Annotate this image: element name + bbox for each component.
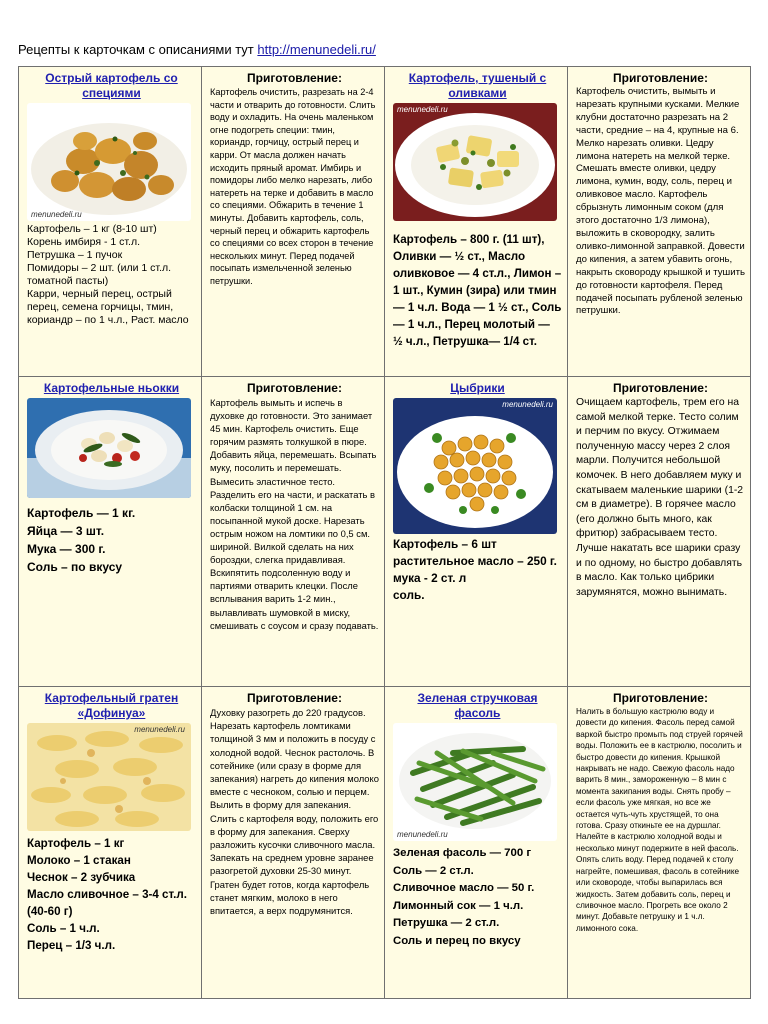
recipe-card-gratin	[19, 687, 202, 999]
header-text: Рецепты к карточкам с описаниями тут	[18, 42, 258, 57]
preparation-text: Духовку разогреть до 220 градусов. Нарезать картофель ломтиками толщиной 3 мм и положить в посуду с холодной водой. Чеснок растолочь. В сотейнике (или сразу в форме для запекания) нагреть до кипения молоко вместе с чесноком, солью и перцем. Вылить в форму для запекания. Слить с картофеля воду, положить его в форму для запекания. Сверху разложить кусочки сливочного масла. Запекать на среднем уровне заранее разогретой духовки 25-30 минут. Гратен будет готов, когда картофель станет мягким, молоко в него впитается, а верх подрумянится.	[210, 707, 379, 917]
recipe-card-gnocchi	[19, 377, 202, 687]
ingredients: Картофель – 800 г. (11 шт), Оливки — ½ ст., Масло оливковое — 4 ст.л., Лимон – 1 шт., Кумин (зира) или тмин— 1 ч.л. Вода — 1 ½ ст., Соль — 1 ч.л., Перец молотый — ½ ч.л., Петрушка— 1/4 ст.	[393, 233, 562, 348]
preparation-text: Налить в большую кастрюлю воду и довести до кипения. Фасоль перед самой варкой быстро промыть под струей горячей воды. Положить ее в кастрюлю, посолить и быстро довести до кипения. Крышкой накрывать не надо. Свежую фасоль надо варить 8 мин., замороженную – 8 мин с момента закипания воды. Снять пробу – если фасоль уже мягкая, но все же остается чуть-чуть хрустящей, то она готова. Сразу откиньте ее на дуршлаг. Налейте в кастрюлю холодной воды и несколько минут подержите в ней фасоль. Опять слить воду. Перед подачей к столу нагрейте, помешивая, фасоль в сотейнике или сковороде, чтобы выпарилась вся жидкость. Затем добавить соль, перец и сливочное масло. Прогреть все около 2 минут. Добавьте петрушку и 1 ч.л. лимонного сока.	[576, 707, 743, 933]
site-link[interactable]: http://menunedeli.ru/	[257, 42, 376, 57]
stewed-potatoes-olives-photo	[393, 103, 557, 221]
preparation-heading: Приготовление:	[613, 691, 708, 705]
preparation-text: Картофель очистить, разрезать на 2-4 части и отварить до готовности. Слить воду и охладить. На очень маленьком огне подогреть специи: тмин, кориандр, горчицу, острый перец и карри. От масла должен начать исходить пряный аромат. Имбирь и помидоры либо мелко нарезать, либо натереть на терке и добавить в масло со специями. Обжарить в течение 1 минуты. Добавить картофель, соль, черный перец и обжарить картофель со специями со всех сторон в течение нескольких минут. Перед подачей посыпать измельченной зеленью петрушки.	[210, 87, 376, 286]
ingredients: Картофель – 6 шт растительное масло – 250 г. мука - 2 ст. л соль.	[393, 537, 557, 602]
gratin-photo	[27, 723, 191, 831]
preparation-cell	[202, 687, 385, 999]
ingredients: Картофель — 1 кг. Яйца — 3 шт. Мука — 300 г. Соль – по вкусу	[27, 506, 136, 574]
recipe-title-link[interactable]: Острый картофель со специями	[45, 71, 178, 100]
spicy-potatoes-photo	[27, 103, 191, 221]
ingredients: Зеленая фасоль — 700 г Соль — 2 ст.л. Сливочное масло — 50 г. Лимонный сок — 1 ч.л. Петрушка — 2 ст.л. Соль и перец по вкусу	[393, 847, 535, 947]
watermark: menunedeli.ru	[502, 400, 553, 409]
preparation-heading: Приготовление:	[247, 381, 342, 395]
watermark: menunedeli.ru	[397, 830, 448, 839]
preparation-text: Очищаем картофель, трем его на самой мелкой терке. Тесто солим и перчим по вкусу. Отжимаем полученную массу через 2 слоя марли. Получится небольшой комочек. В него добавляем муку и скатываем маленькие шарики (1-2 см в диаметре). В горячее масло (его должно быть много, как фритюр) забрасываем тесто. Лучше накатать все шарики сразу и по одному, но быстро добавлять в масло. Как только цибрики зарумянятся, можно вынимать.	[576, 397, 744, 598]
recipe-card-green-beans	[385, 687, 568, 999]
watermark: menunedeli.ru	[397, 105, 448, 114]
preparation-cell	[568, 687, 751, 999]
preparation-heading: Приготовление:	[247, 691, 342, 705]
preparation-text: Картофель вымыть и испечь в духовке до готовности. Это занимает 45 мин. Картофель очистить. Еще горячим размять толкушкой в пюре. Добавить яйца, перемешать. Всыпать муку, посолить и перемешать. Вымесить эластичное тесто. Разделить его на части, и раскатать в колбаски толщиной 1 см. на посыпанной мукой доске. Нарезать острым ножом на ломтики по 0,5 см. шириной. Вилкой сделать на них бороздки, слегка придавливая. Вскипятить подсоленную воду и партиями отварить клецки. После всплывания варить 1-2 мин., вылавливать шумовкой в миску, смешивать с соусом и сразу подавать.	[210, 397, 379, 631]
watermark: menunedeli.ru	[134, 725, 185, 734]
preparation-cell	[202, 377, 385, 687]
preparation-cell	[568, 377, 751, 687]
preparation-cell	[202, 67, 385, 377]
recipe-title-link[interactable]: Зеленая стручковая фасоль	[417, 691, 538, 720]
page-header	[18, 42, 376, 57]
watermark: menunedeli.ru	[31, 210, 82, 219]
preparation-heading: Приготовление:	[247, 71, 342, 85]
recipe-title-link[interactable]: Картофельный гратен «Дофинуа»	[44, 691, 179, 720]
recipe-title-link[interactable]: Картофельные ньокки	[43, 381, 180, 395]
ingredients: Картофель – 1 кг (8-10 шт) Корень имбиря - 1 ст.л. Петрушка – 1 пучок Помидоры – 2 шт. (или 1 ст.л. томатной пасты) Карри, черный перец, острый перец, семена горчицы, тмин, кориандр – по 1 ч.л., Раст. масло	[27, 223, 189, 326]
recipe-card-tsybriki	[385, 377, 568, 687]
recipe-title-link[interactable]: Цыбрики	[450, 381, 505, 395]
recipe-card-spicy-potatoes	[19, 67, 202, 377]
recipe-grid	[18, 66, 751, 999]
gnocchi-photo	[27, 398, 191, 498]
preparation-heading: Приготовление:	[613, 71, 708, 85]
preparation-heading: Приготовление:	[613, 381, 708, 395]
preparation-cell	[568, 67, 751, 377]
recipe-title-link[interactable]: Картофель, тушеный с оливками	[408, 71, 547, 100]
tsybriki-photo	[393, 398, 557, 534]
recipe-card-stewed-potatoes	[385, 67, 568, 377]
green-beans-photo	[393, 723, 557, 841]
preparation-text: Картофель очистить, вымыть и нарезать крупными кусками. Мелкие клубни достаточно разрезать на 2 части, средние – на 4, крупные на 6. Мелко нарезать оливки. Цедру лимона натереть на мелкой терке. Смешать вместе оливки, цедру лимона, кумин, воду, соль, перец и оливковое масло. Картофель сбрызнуть лимонным соком (для этого достаточно 1/3 лимона), выложить в сковородку, залить оливко-лимонной заправкой. Довести до кипения, а затем убавить огонь, накрыть сковороду крышкой и тушить до готовности картофеля. Перед подачей посыпать рубленой зеленью петрушки.	[576, 86, 745, 317]
ingredients: Картофель – 1 кг Молоко – 1 стакан Чеснок – 2 зубчика Масло сливочное – 3-4 ст.л. (40-60 г) Соль – 1 ч.л. Перец – 1/3 ч.л.	[27, 837, 187, 952]
